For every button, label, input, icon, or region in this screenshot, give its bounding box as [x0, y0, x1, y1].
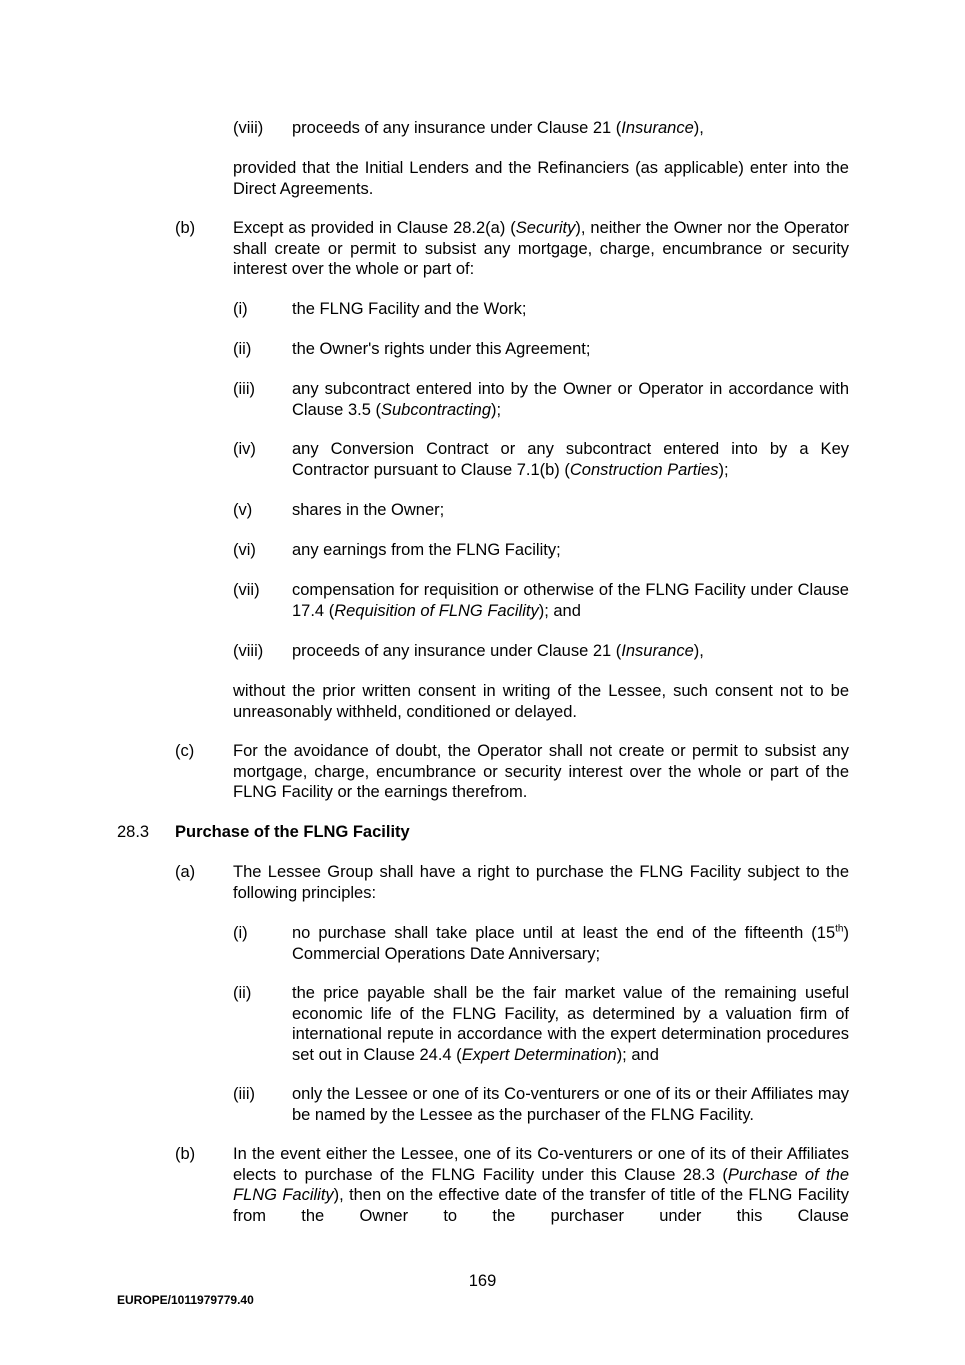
list-item-text: Except as provided in Clause 28.2(a) (Security), neither the Owner nor the Operator shall create or permit to subsist any mortgage, charge, encumbrance or security interest over the whole or part of:	[233, 219, 849, 278]
page-number: 169	[468, 1272, 497, 1290]
item-label: (iii)	[233, 1085, 255, 1103]
list-item-text: the Owner's rights under this Agreement;	[292, 340, 591, 358]
list-item-text: the price payable shall be the fair market value of the remaining useful economic life of the FLNG Facility, as determined by a valuation firm of international repute in accordance with the expert determination procedures set out in Clause 24.4 (Expert Determination); and	[292, 984, 849, 1064]
list-item-text: only the Lessee or one of its Co-venturers or one of its or their Affiliates may be named by the Lessee as the purchaser of the FLNG Facility.	[292, 1085, 849, 1124]
item-label: (ii)	[233, 984, 252, 1002]
clause-number: 28.3	[117, 823, 150, 841]
list-item-text: For the avoidance of doubt, the Operator shall not create or permit to subsist any mortgage, charge, encumbrance or security interest over the whole or part of the FLNG Facility or the earnings therefrom.	[233, 742, 849, 801]
list-item-text: any Conversion Contract or any subcontract entered into by a Key Contractor pursuant to Clause 7.1(b) (Construction Parties);	[292, 440, 849, 479]
item-label: (b)	[175, 219, 196, 237]
item-label: (vi)	[233, 541, 256, 559]
item-label: (a)	[175, 863, 196, 881]
item-label: (iv)	[233, 440, 256, 458]
list-item-text: no purchase shall take place until at least the end of the fifteenth (15th) Commercial Operations Date Anniversary;	[292, 923, 849, 963]
document-reference: EUROPE/1011979779.40	[117, 1293, 254, 1307]
list-item-text: compensation for requisition or otherwise of the FLNG Facility under Clause 17.4 (Requisition of FLNG Facility); and	[292, 581, 849, 620]
item-label: (v)	[233, 501, 253, 519]
list-item-text: proceeds of any insurance under Clause 21 (Insurance),	[292, 119, 704, 137]
paragraph: without the prior written consent in writing of the Lessee, such consent not to be unreasonably withheld, conditioned or delayed.	[233, 682, 849, 721]
list-item-text: the FLNG Facility and the Work;	[292, 300, 527, 318]
item-label: (vii)	[233, 581, 260, 599]
item-label: (ii)	[233, 340, 252, 358]
list-item-text: proceeds of any insurance under Clause 21 (Insurance),	[292, 642, 704, 660]
clause-heading: Purchase of the FLNG Facility	[175, 823, 410, 841]
list-item-text: The Lessee Group shall have a right to purchase the FLNG Facility subject to the following principles:	[233, 863, 849, 902]
item-label: (viii)	[233, 642, 264, 660]
paragraph: provided that the Initial Lenders and the Refinanciers (as applicable) enter into the Direct Agreements.	[233, 159, 849, 198]
list-item-text: In the event either the Lessee, one of its Co-venturers or one of its of their Affiliates elects to purchase of the FLNG Facility under this Clause 28.3 (Purchase of the FLNG Facility), then on the effective date of the transfer of title of the FLNG Facility from the Owner to the purchaser under this Clause	[233, 1145, 849, 1225]
item-label: (i)	[233, 924, 248, 942]
item-label: (b)	[175, 1145, 196, 1163]
item-label: (c)	[175, 742, 195, 760]
item-label: (iii)	[233, 380, 255, 398]
list-item-text: shares in the Owner;	[292, 501, 445, 519]
list-item-text: any earnings from the FLNG Facility;	[292, 541, 561, 559]
item-label: (viii)	[233, 119, 264, 137]
list-item-text: any subcontract entered into by the Owner or Operator in accordance with Clause 3.5 (Subcontracting);	[292, 380, 849, 419]
item-label: (i)	[233, 300, 248, 318]
